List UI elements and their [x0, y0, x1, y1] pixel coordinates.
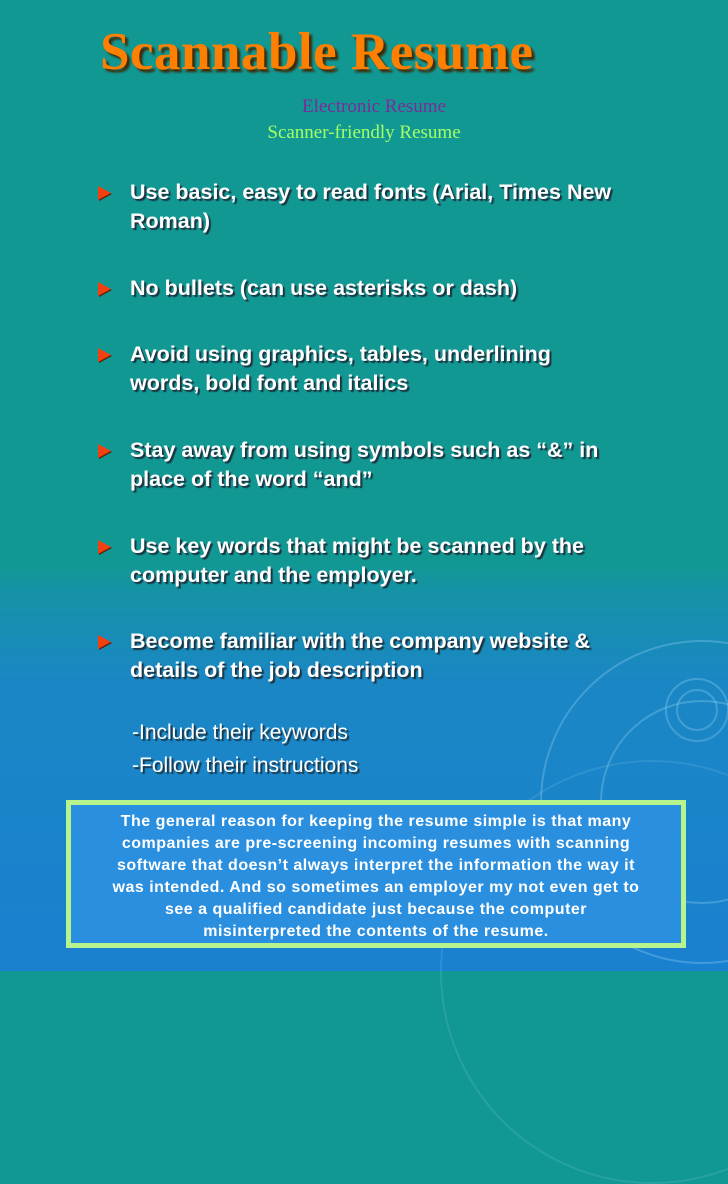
slide-title: Scannable Resume	[100, 23, 534, 81]
bullet-line: Roman)	[130, 209, 211, 233]
note-line: companies are pre-screening incoming resumes with scanning	[121, 835, 631, 852]
arrow-bullet-icon	[98, 282, 111, 296]
bullet-line: words, bold font and italics	[130, 371, 409, 395]
note-line: software that doesn’t always interpret the information the way it	[117, 857, 635, 874]
arrow-bullet-icon	[98, 444, 111, 458]
note-line: The general reason for keeping the resume simple is that many	[120, 813, 632, 830]
bullet-line: Become familiar with the company website &	[130, 629, 590, 653]
bullet-item	[96, 274, 696, 303]
note-line: see a qualified candidate just because the computer	[164, 901, 588, 918]
note-box	[66, 800, 686, 948]
bullet-item	[96, 532, 696, 590]
bullet-line: Use basic, easy to read fonts (Arial, Times New	[130, 180, 612, 204]
bullet-item	[96, 340, 696, 398]
bullet-line: computer and the employer.	[130, 563, 417, 587]
note-line: misinterpreted the contents of the resume.	[203, 923, 549, 940]
bullet-item	[96, 178, 696, 236]
bullet-line: Use key words that might be scanned by the	[130, 534, 584, 558]
sub-point-item: -Follow their instructions	[132, 754, 359, 777]
arrow-bullet-icon	[98, 186, 111, 200]
arrow-bullet-icon	[98, 635, 111, 649]
bullet-list	[96, 178, 696, 685]
arrow-bullet-icon	[98, 348, 111, 362]
note-line: was intended. And so sometimes an employer my not even get to	[112, 879, 640, 896]
bullet-item	[96, 627, 696, 685]
note-text	[71, 811, 681, 943]
bullet-line: details of the job description	[130, 658, 423, 682]
sub-point-item: -Include their keywords	[132, 721, 348, 744]
arrow-bullet-icon	[98, 540, 111, 554]
bullet-item	[96, 436, 696, 494]
bullet-line: place of the word “and”	[130, 467, 373, 491]
subtitle-electronic-resume: Electronic Resume	[301, 96, 447, 117]
sub-point-list	[132, 716, 358, 782]
subtitle-scanner-friendly: Scanner-friendly Resume	[267, 122, 461, 143]
bullet-line: Avoid using graphics, tables, underlining	[130, 342, 551, 366]
bullet-line: No bullets (can use asterisks or dash)	[130, 276, 518, 300]
bullet-line: Stay away from using symbols such as “&” in	[130, 438, 599, 462]
